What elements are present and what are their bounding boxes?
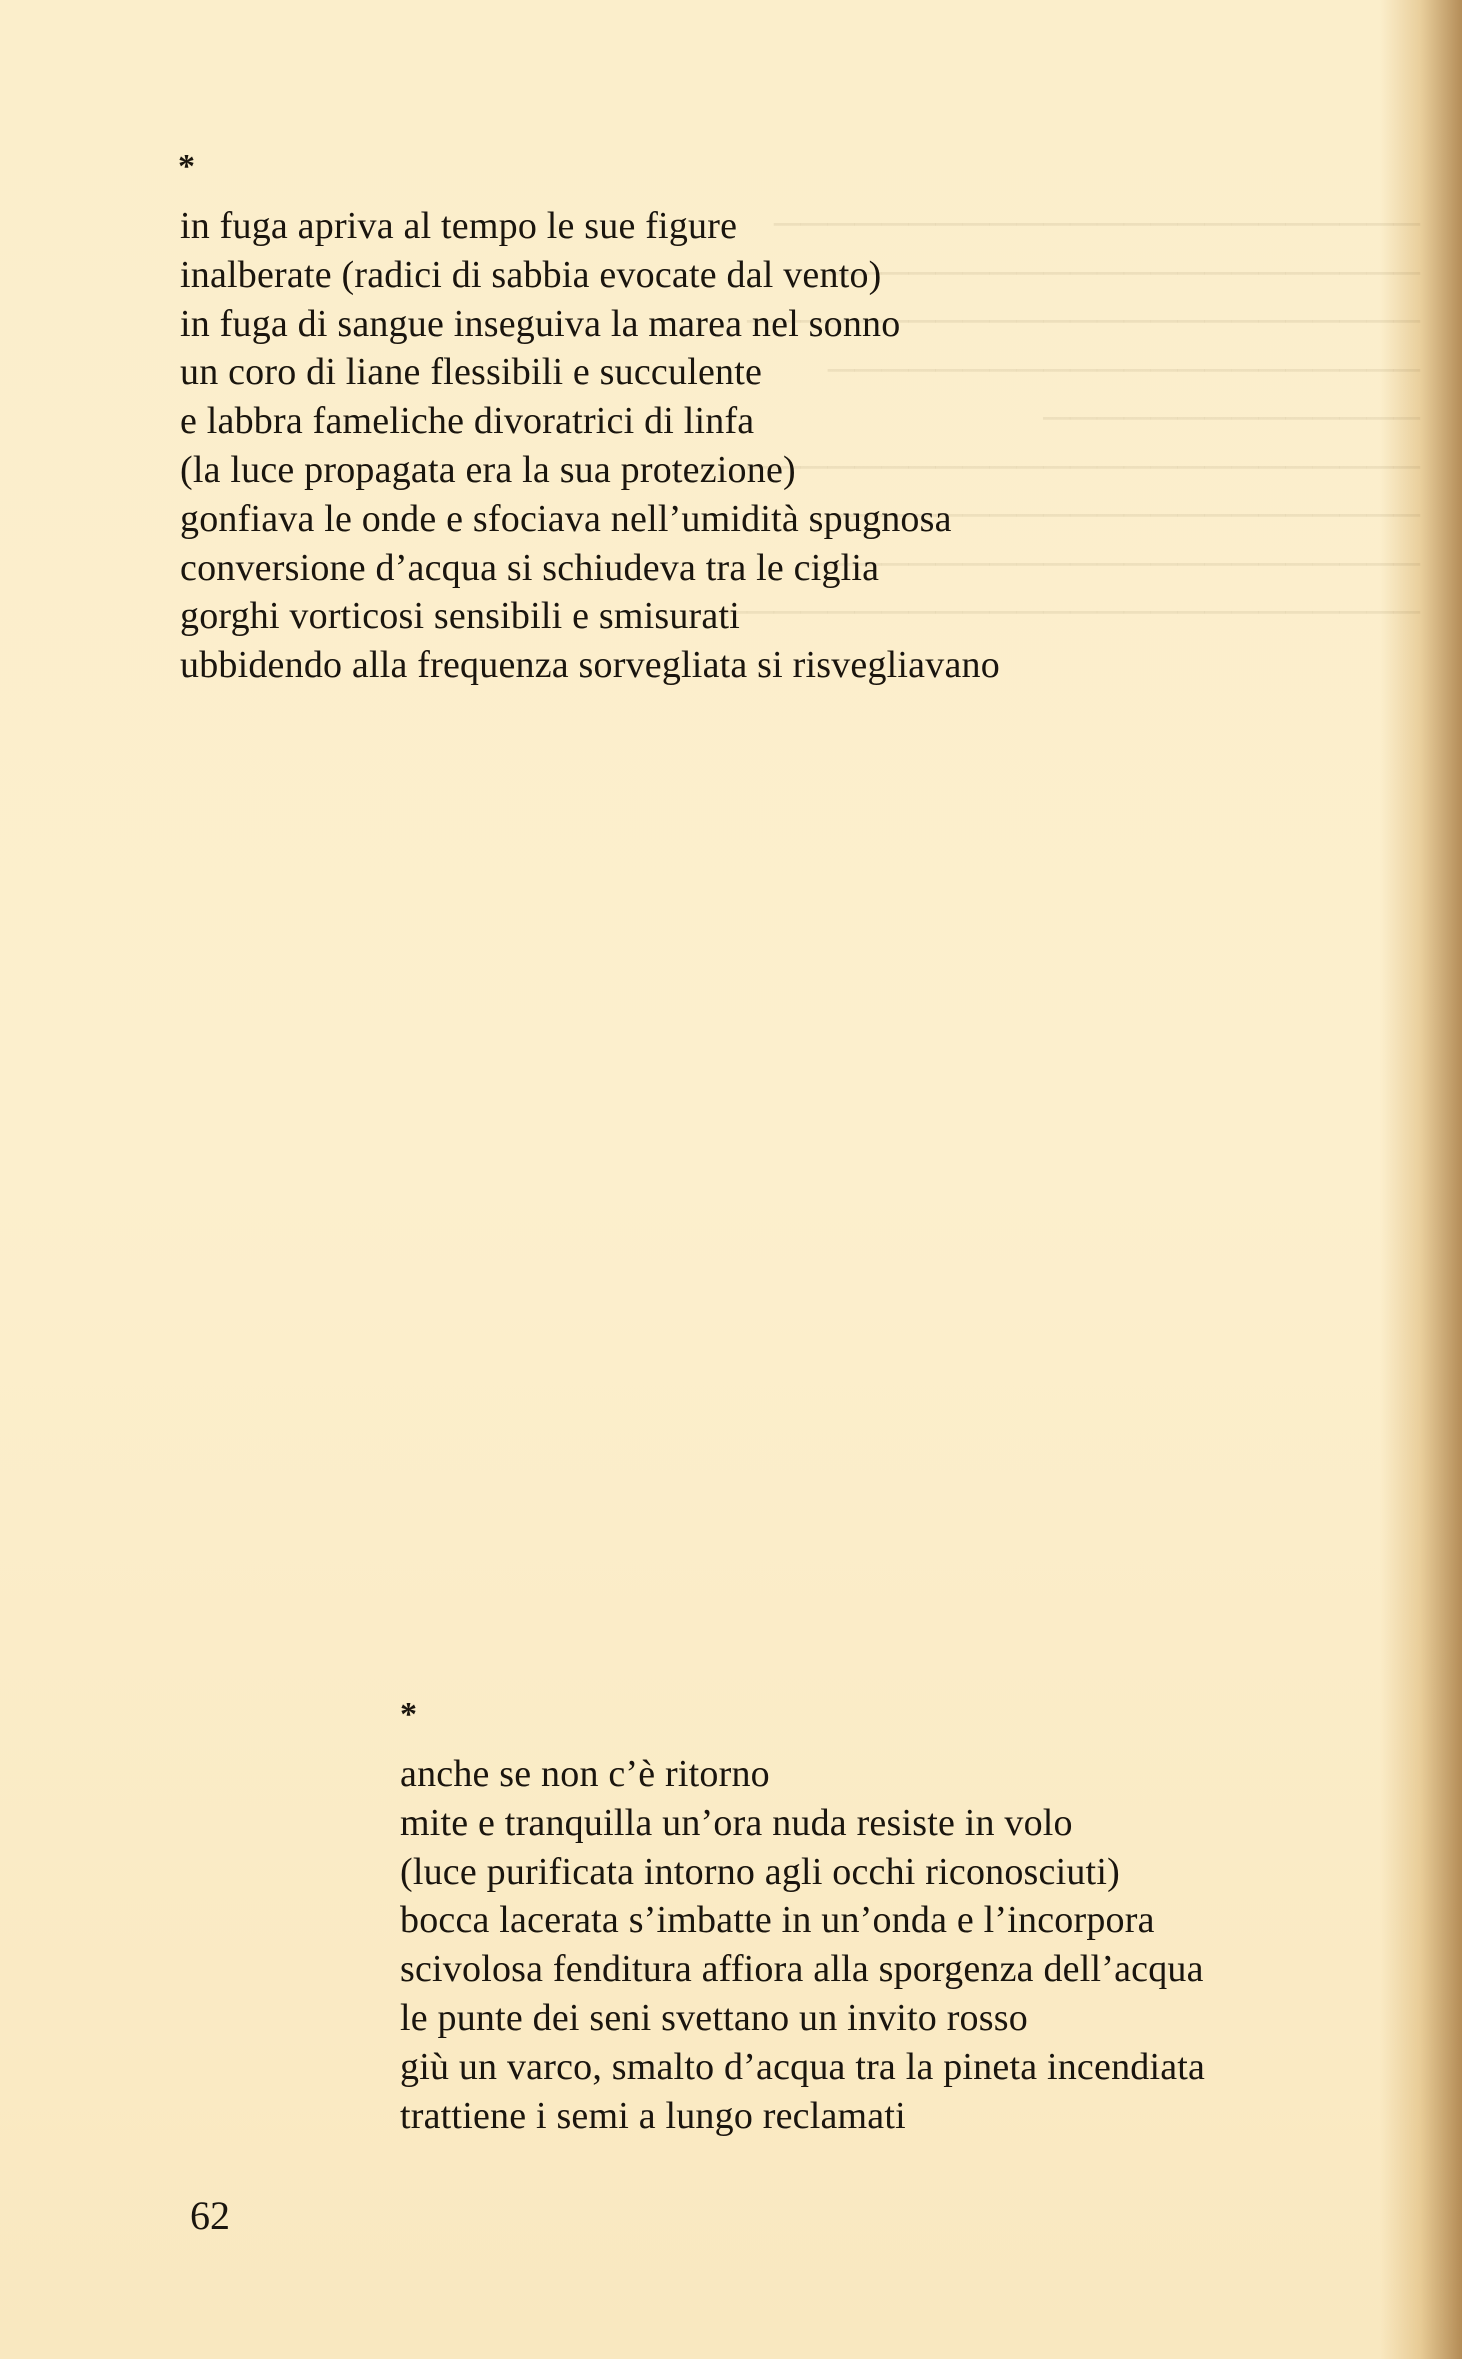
poem-1-line: gonfiava le onde e sfociava nell’umidità spugnosa [180,497,952,540]
poem-2-line: anche se non c’è ritorno [400,1753,770,1795]
poem-1-line: inalberate (radici di sabbia evocate dal vento) [180,253,882,296]
page-number: 62 [190,2193,230,2238]
poem-2-line: scivolosa fenditura affiora alla sporgenza dell’acqua [400,1948,1204,1991]
poem-2-line: le punte dei seni svettano un invito rosso [400,1996,1028,2039]
poem-1-line: in fuga di sangue inseguiva la marea nel sonno [180,302,901,345]
poem-2-line: giù un varco, smalto d’acqua tra la pineta incendiata [400,2045,1206,2088]
poem-1-line: un coro di liane flessibili e succulente [180,351,763,394]
show-through-texture: ──────────────────────── ────────────────────── ───────────────────────── ────────────────────── ────────────── ───────────────────────── ────────────────────── ─────────────────────── ────────────────────────── [720,203,1420,633]
poem-2-line: bocca lacerata s’imbatte in un’onda e l’incorpora [400,1899,1155,1942]
poem-2-marker: * [400,1696,417,1733]
poem-2-line: trattiene i semi a lungo reclamati [400,2094,906,2137]
poem-2-line: mite e tranquilla un’ora nuda resiste in volo [400,1801,1073,1844]
poem-1-marker: * [178,148,195,185]
poem-1-line: conversione d’acqua si schiudeva tra le ciglia [180,546,880,589]
poem-2 [400,1750,1205,2140]
poem-1 [180,202,1000,690]
poem-1-line: ubbidendo alla frequenza sorvegliata si risvegliavano [180,644,1000,687]
poem-1-line: in fuga apriva al tempo le sue figure [180,205,738,247]
poem-1-line: gorghi vorticosi sensibili e smisurati [180,595,740,638]
poem-1-line: (la luce propagata era la sua protezione) [180,448,796,491]
poem-2-line: (luce purificata intorno agli occhi riconosciuti) [400,1850,1120,1893]
poem-1-line: e labbra fameliche divoratrici di linfa [180,400,755,443]
